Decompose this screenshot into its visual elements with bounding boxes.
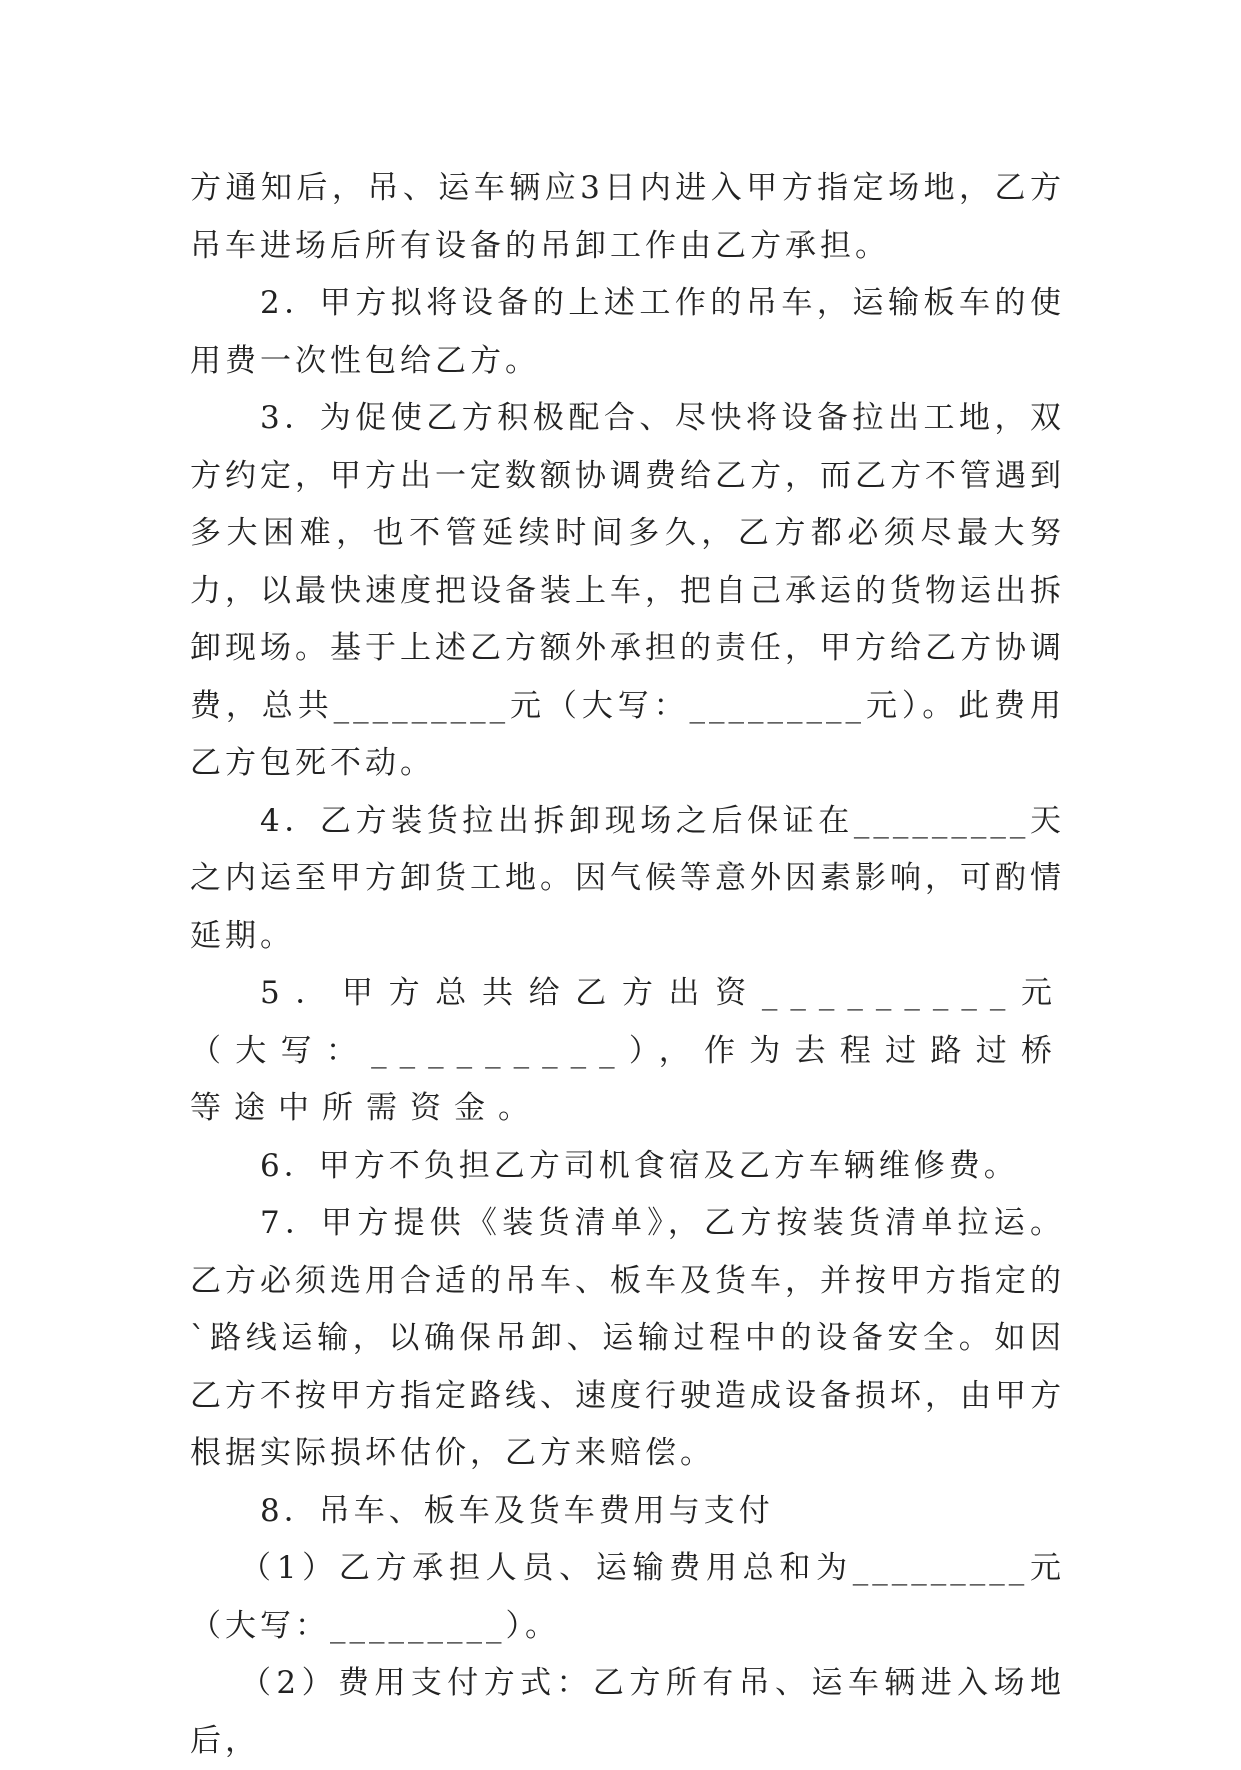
clause-3: 3．为促使乙方积极配合、尽快将设备拉出工地，双方约定，甲方出一定数额协调费给乙方，而乙方不管遇到多大困难，也不管延续时间多久，乙方都必须尽最大努力，以最快速度把设备装上车，把自己承运的货物运出拆卸现场。基于上述乙方额外承担的责任，甲方给乙方协调费，总共_________元（大写：_________元）。此费用乙方包死不动。 [190, 400, 1065, 781]
clause-4: 4．乙方装货拉出拆卸现场之后保证在_________天之内运至甲方卸货工地。因气候等意外因素影响，可酌情延期。 [190, 802, 1065, 954]
clause-7: 7．甲方提供《装货清单》，乙方按装货清单拉运。乙方必须选用合适的吊车、板车及货车，并按甲方指定的`路线运输，以确保吊卸、运输过程中的设备安全。如因乙方不按甲方指定路线、速度行驶造成设备损坏，由甲方根据实际损坏估价，乙方来赔偿。 [190, 1205, 1065, 1471]
clause-6: 6．甲方不负担乙方司机食宿及乙方车辆维修费。 [260, 1147, 1019, 1184]
clause-8-item-1: （1）乙方承担人员、运输费用总和为_________元（大写：_________）。 [190, 1550, 1065, 1644]
clause-5: 5．甲方总共给乙方出资_________元（大写：_________），作为去程过路过桥等途中所需资金。 [190, 975, 1065, 1126]
clause-8-heading: 8．吊车、板车及货车费用与支付 [260, 1492, 774, 1529]
document-body [190, 160, 1065, 1770]
clause-8-item-2: （2）费用支付方式：乙方所有吊、运车辆进入场地后， [190, 1665, 1065, 1759]
clause-2: 2．甲方拟将设备的上述工作的吊车，运输板车的使用费一次性包给乙方。 [190, 285, 1065, 379]
paragraph-continuation: 方通知后，吊、运车辆应3日内进入甲方指定场地，乙方吊车进场后所有设备的吊卸工作由乙方承担。 [190, 170, 1065, 264]
